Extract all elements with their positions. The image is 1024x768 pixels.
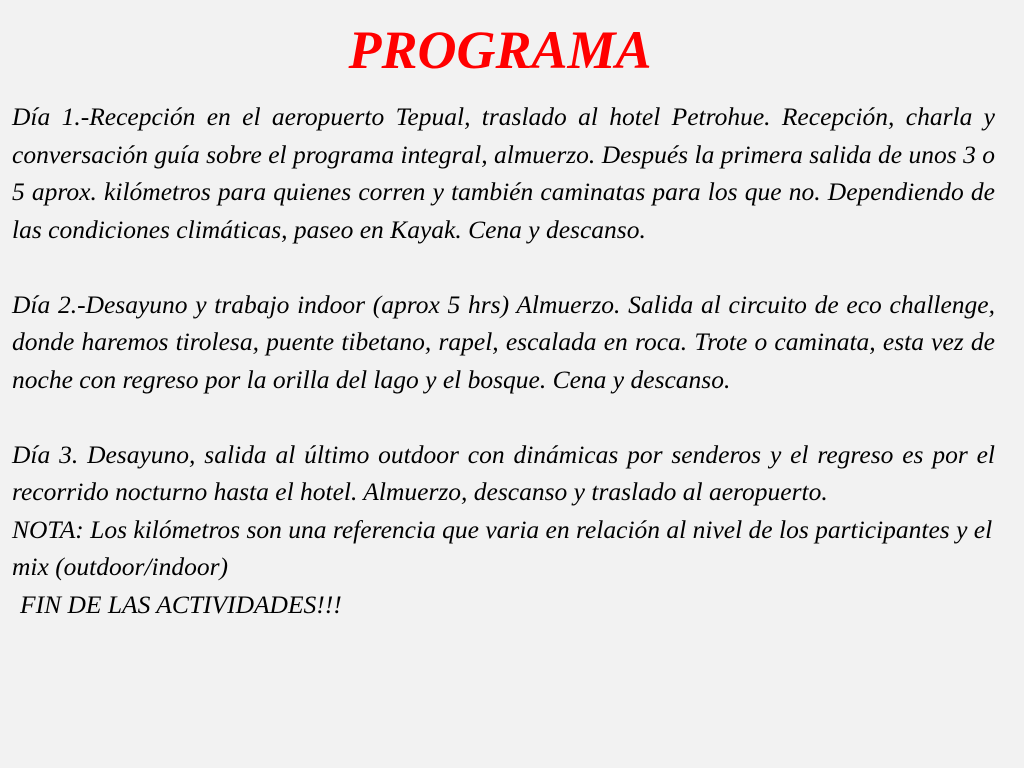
page-title: PROGRAMA — [348, 20, 652, 80]
fin-line: FIN DE LAS ACTIVIDADES!!! — [20, 589, 342, 619]
day-2-paragraph: Día 2.-Desayuno y trabajo indoor (aprox 5 hrs) Almuerzo. Salida al circuito de eco challenge, donde haremos tirolesa, puente tibetano, rapel, escalada en roca. Trote o caminata, esta vez de noche con regreso por la orilla del lago y el bosque. Cena y descanso. — [12, 289, 995, 394]
day-3-paragraph: Día 3. Desayuno, salida al último outdoor con dinámicas por senderos y el regreso es por el recorrido nocturno hasta el hotel. Almuerzo, descanso y traslado al aeropuerto. — [12, 439, 995, 506]
paragraph-spacer — [12, 398, 995, 436]
day-1-paragraph: Día 1.-Recepción en el aeropuerto Tepual, traslado al hotel Petrohue. Recepción, charla y conversación guía sobre el programa integral, almuerzo. Después la primera salida de unos 3 o 5 aprox. kilómetros para quienes corren y también caminatas para los que no. Dependiendo de las condiciones climáticas, paseo en Kayak. Cena y descanso. — [12, 102, 995, 244]
paragraph-spacer — [12, 248, 995, 286]
nota-paragraph: NOTA: Los kilómetros son una referencia que varia en relación al nivel de los participantes y el mix (outdoor/indoor) — [12, 514, 993, 581]
program-body — [12, 98, 995, 623]
